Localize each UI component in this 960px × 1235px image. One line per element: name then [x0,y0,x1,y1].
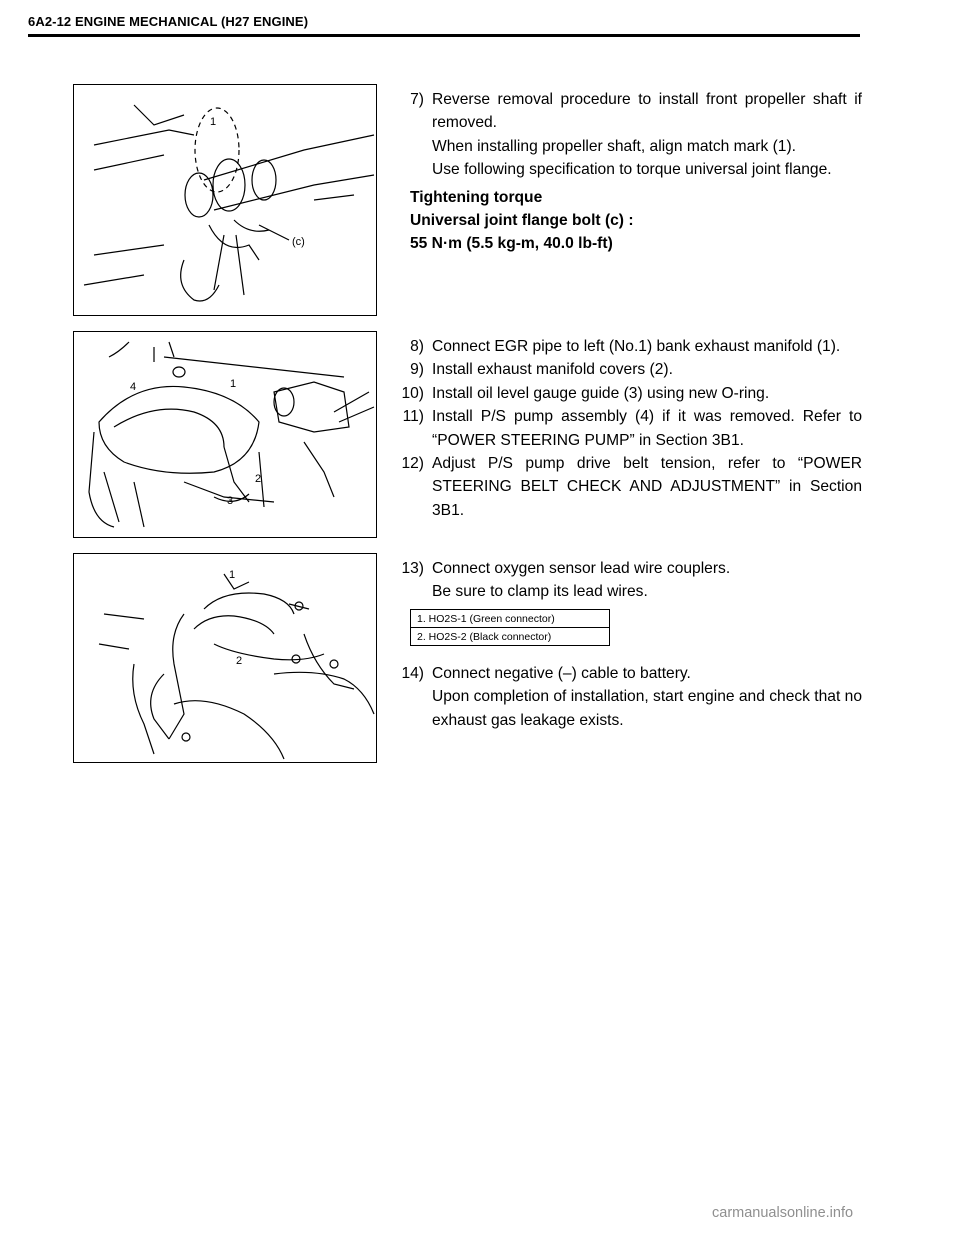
figure3-label-1: 1 [229,569,236,581]
step-14-number: 14) [401,665,424,682]
oxygen-sensor-legend [410,609,610,646]
step-7-line-1: Reverse removal procedure to install front propeller shaft if removed. [432,91,862,132]
section-battery [386,662,862,732]
step-7-line-2: When installing propeller shaft, align match mark (1). [432,137,797,155]
step-14-line-2: Upon completion of installation, start engine and check that no exhaust gas leakage exists. [432,688,862,729]
step-10 [386,382,862,405]
step-12 [386,452,862,522]
step-9 [386,358,862,381]
step-9-text: Install exhaust manifold covers (2). [432,361,673,379]
legend-row [411,610,610,628]
propeller-shaft-illustration [74,85,376,315]
step-13-line-2: Be sure to clamp its lead wires. [432,583,648,601]
step-7 [386,88,862,182]
figure3-label-2: 2 [236,655,243,667]
legend-item-2: 2. HO2S-2 (Black connector) [411,628,610,646]
torque-spec-heading: Tightening torque [410,188,543,206]
legend-row [411,628,610,646]
step-11-text: Install P/S pump assembly (4) if it was removed. Refer to “POWER STEERING PUMP” in Section 3B1. [432,408,862,449]
exhaust-manifold-illustration [74,332,376,537]
figure2-label-4: 4 [130,381,137,393]
figure-exhaust-manifold [73,331,377,538]
step-11 [386,405,862,452]
figure-propeller-shaft [73,84,377,316]
step-8 [386,335,862,358]
section-exhaust-manifold [386,335,862,522]
figure1-label-1: 1 [210,116,217,128]
step-13-line-1: Connect oxygen sensor lead wire couplers. [432,560,731,577]
step-7-line-3: Use following specification to torque universal joint flange. [432,161,832,179]
legend-item-1: 1. HO2S-1 (Green connector) [411,610,610,628]
torque-spec-value: 55 N·m (5.5 kg-m, 40.0 lb-ft) [410,235,613,253]
step-9-number: 9) [410,361,424,379]
torque-spec-item: Universal joint flange bolt (c) : [410,212,634,230]
torque-spec [410,186,862,256]
step-7-number: 7) [410,91,424,108]
figure2-label-2: 2 [255,473,262,485]
section-propeller-shaft [386,88,862,256]
step-12-number: 12) [401,455,424,473]
figure-oxygen-sensor [73,553,377,763]
figure2-label-3: 3 [227,495,234,507]
step-13 [386,557,862,604]
step-13-number: 13) [401,560,424,577]
header-rule [28,34,860,37]
page-header: 6A2-12 ENGINE MECHANICAL (H27 ENGINE) [28,14,309,29]
step-14-line-1: Connect negative (–) cable to battery. [432,665,691,682]
oxygen-sensor-illustration [74,554,376,762]
step-8-text: Connect EGR pipe to left (No.1) bank exhaust manifold (1). [432,338,841,355]
step-10-text: Install oil level gauge guide (3) using new O-ring. [432,384,770,402]
step-11-number: 11) [402,408,424,426]
step-10-number: 10) [401,384,424,402]
figure2-label-1: 1 [230,378,237,390]
step-14 [386,662,862,732]
step-8-number: 8) [410,338,424,355]
step-12-text: Adjust P/S pump drive belt tension, refer to “POWER STEERING BELT CHECK AND ADJUSTMENT” in Section 3B1. [432,455,862,519]
watermark: carmanualsonline.info [712,1205,854,1221]
section-oxygen-sensor [386,557,862,604]
figure1-label-c: (c) [292,236,305,248]
